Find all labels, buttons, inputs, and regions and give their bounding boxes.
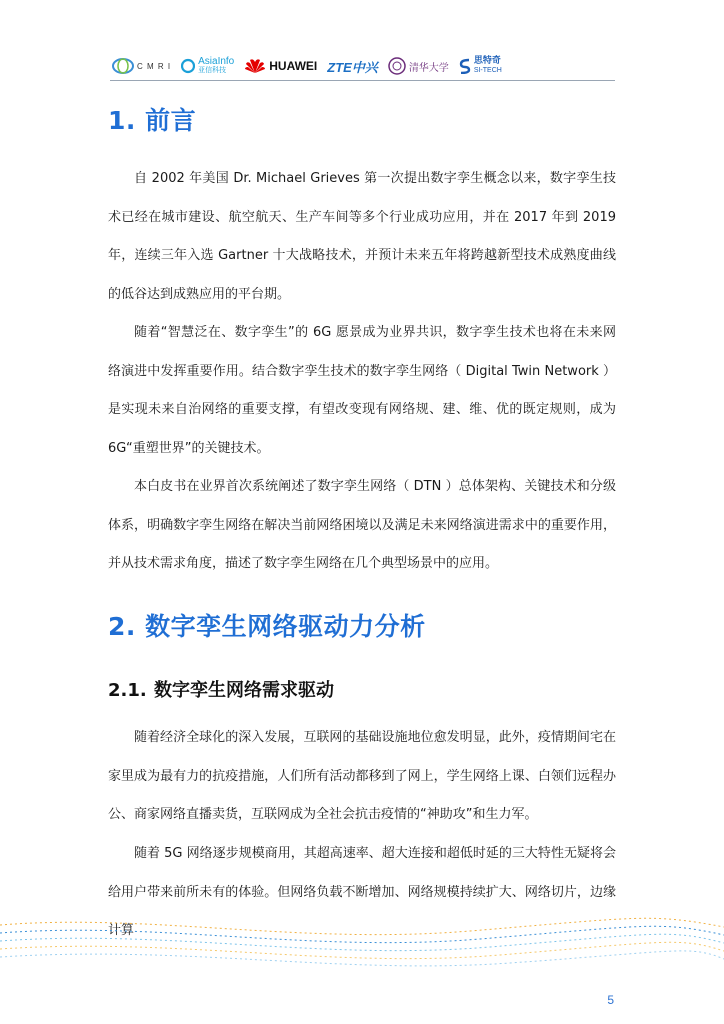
huawei-logo xyxy=(244,57,317,75)
section-1-paragraph: 本白皮书在业界首次系统阐述了数字孪生网络（ DTN ）总体架构、关键技术和分级体系，明确数字孪生网络在解决当前网络困境以及满足未来网络演进需求中的重要作用，并从技术需求角度，描述了数字孪生网络在几个典型场景中的应用。 xyxy=(108,479,616,571)
section-2-paragraph: 随着经济全球化的深入发展，互联网的基础设施地位愈发明显，此外，疫情期间宅在家里成为最有力的抗疫措施，人们所有活动都移到了网上，学生网络上课、白领们远程办公、商家网络直播卖货，互联网成为全社会抗击疫情的“神助攻”和生力军。 xyxy=(108,730,616,822)
subsection-2-1-heading xyxy=(108,676,334,702)
section-2-paragraph: 随着 5G 网络逐步规模商用，其超高速率、超大连接和超低时延的三大特性无疑将会给用户带来前所未有的体验。但网络负载不断增加、网络规模持续扩大、网络切片，边缘计算 xyxy=(108,846,616,938)
section-2-heading: 2. 数字孪生网络驱动力分析 xyxy=(108,612,426,641)
header-divider xyxy=(110,80,615,81)
section-1-paragraph: 自 2002 年美国 Dr. Michael Grieves 第一次提出数字孪生概念以来，数字孪生技术已经在城市建设、航空航天、生产车间等多个行业成功应用，并在 2017 年到 2019 年，连续三年入选 Gartner 十大战略技术，并预计未来五年将跨越新型技术成熟度曲线的低谷达到成熟应用的平台期。 xyxy=(108,171,616,302)
sitech-logo xyxy=(459,57,502,75)
sitech-logo-subtext: SI-TECH xyxy=(473,67,502,74)
zte-logo-text: ZTE中兴 xyxy=(327,59,378,75)
footer-wave-decoration xyxy=(0,905,724,977)
tsinghua-logo xyxy=(388,57,449,75)
huawei-logo-text: HUAWEI xyxy=(269,59,318,73)
section-1-paragraph: 随着“智慧泛在、数字孪生”的 6G 愿景成为业界共识，数字孪生技术也将在未来网络演进中发挥重要作用。结合数字孪生技术的数字孪生网络（ Digital Twin Network ）是实现未来自治网络的重要支撑，有望改变现有网络规、建、维、优的既定规则，成为 6G“重塑世界”的关键技术。 xyxy=(108,325,616,456)
subsection-title: 数字孪生网络需求驱动 xyxy=(154,680,334,701)
sitech-logo-text: 思特奇 xyxy=(473,56,501,66)
section-1-heading: 1. 前言 xyxy=(108,106,197,135)
cmri-globe-icon xyxy=(112,57,134,75)
zte-logo xyxy=(327,57,378,76)
huawei-petal-icon xyxy=(244,57,266,75)
asiainfo-logo-text: AsiaInfo xyxy=(198,56,235,67)
sitech-mark-icon xyxy=(459,58,471,74)
cmri-logo-text: C M R I xyxy=(137,61,172,71)
tsinghua-logo-text: 清华大学 xyxy=(408,62,449,74)
page-number: 5 xyxy=(607,993,614,1007)
asiainfo-mark-icon xyxy=(181,58,195,74)
cmri-logo xyxy=(112,57,171,75)
tsinghua-seal-icon xyxy=(388,57,406,75)
asiainfo-logo xyxy=(181,57,234,75)
asiainfo-logo-subtext: 亚信科技 xyxy=(198,66,227,74)
partner-logo-bar xyxy=(112,50,512,82)
subsection-number: 2.1. xyxy=(108,680,147,701)
